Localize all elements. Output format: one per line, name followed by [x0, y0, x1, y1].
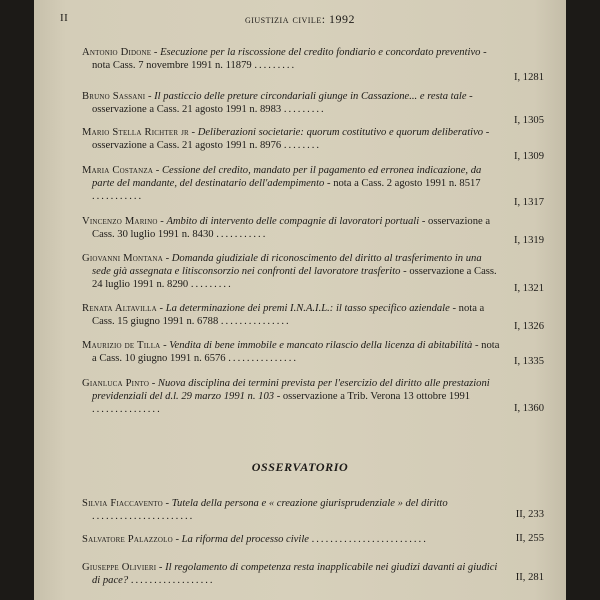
- entry-title: Tutela della persona e « creazione giurisprudenziale » del diritto: [171, 498, 448, 509]
- dot-leader: ...............: [228, 353, 298, 365]
- entry-author: Giuseppe Olivieri: [82, 562, 157, 573]
- entry-title: Nuova disciplina dei termini prevista per l'esercizio del diritto alle prestazioni previdenziali del d.l. 29 marzo 1991 n. 103: [92, 378, 490, 403]
- entry-title: Il pasticcio delle preture circondariali giunge in Cassazione... e resta tale: [154, 91, 467, 102]
- dot-leader: ..................: [130, 575, 215, 587]
- entry-author: Renata Altavilla: [82, 303, 157, 314]
- entry-author: Silvia Fiaccavento: [82, 498, 163, 509]
- entry-note: osservazione a Cass. 21 agosto 1991 n. 8983: [92, 104, 282, 116]
- observatory-entry: Giuseppe Olivieri - Il regolamento di competenza resta inapplicabile nei giudizi davanti ai giudici di pace? ..................: [82, 562, 498, 587]
- entry-note: nota Cass. 7 novembre 1991 n. 11879: [92, 60, 252, 72]
- dot-leader: ...........: [216, 229, 268, 241]
- entry-note: nota a Cass. 2 agosto 1991 n. 8517: [333, 178, 481, 190]
- entry-title: Vendita di bene immobile e mancato rilascio della licenza di abitabilità: [169, 340, 473, 351]
- entry-title: Il regolamento di competenza resta inapplicabile nei giudizi davanti ai giudici di pace?: [92, 562, 498, 587]
- entry-author: Vincenzo Marino: [82, 216, 158, 227]
- entry-title: Esecuzione per la riscossione del credito fondiario e concordato preventivo: [160, 47, 481, 58]
- entry-author: Salvatore Palazzolo: [82, 534, 173, 545]
- dot-leader: ........: [283, 140, 322, 152]
- entry-page-ref: I, 1281: [513, 72, 544, 83]
- journal-year: 1992: [329, 12, 356, 26]
- entry-title: La riforma del processo civile: [181, 534, 309, 545]
- index-entry: Renata Altavilla - La determinazione dei premi I.N.A.I.L.: il tasso specifico aziendale - nota a Cass. 15 giugno 1991 n. 6788 ...............: [82, 303, 485, 328]
- entry-page-ref: I, 1309: [513, 151, 544, 162]
- index-entry: Giovanni Montana - Domanda giudiziale di riconoscimento del diritto al trasferimento in una sede già assegnata e litisconsorzio nei confronti del lavoratore trasferito - osservazione a Cass. 24 luglio 1991 n. 8290 .........: [82, 253, 497, 291]
- entry-page-ref: I, 1317: [513, 197, 544, 208]
- entry-title: Ambito di intervento delle compagnie di lavoratori portuali: [166, 216, 420, 227]
- dot-leader: .........: [254, 60, 297, 72]
- entry-page-ref: I, 1360: [513, 403, 544, 414]
- entry-author: Mario Stella Richter jr: [82, 127, 189, 138]
- index-entry: Gianluca Pinto - Nuova disciplina dei termini prevista per l'esercizio del diritto alle prestazioni previdenziali del d.l. 29 marzo 1991 n. 103 - osservazione a Trib. Verona 13 ottobre 1991 ...............: [82, 378, 490, 416]
- entry-note: osservazione a Cass. 24 luglio 1991 n. 8290: [92, 266, 497, 291]
- index-entry: Mario Stella Richter jr - Deliberazioni societarie: quorum costitutivo e quorum deliberativo - osservazione a Cass. 21 agosto 1991 n. 8976 ........: [82, 127, 490, 152]
- journal-name: giustizia civile:: [244, 12, 326, 26]
- entry-page-ref: II, 233: [515, 509, 544, 520]
- entry-author: Bruno Sassani: [82, 91, 146, 102]
- index-entry: Vincenzo Marino - Ambito di intervento delle compagnie di lavoratori portuali - osservazione a Cass. 30 luglio 1991 n. 8430 ...........: [82, 216, 491, 241]
- index-entry: Bruno Sassani - Il pasticcio delle preture circondariali giunge in Cassazione... e resta tale - osservazione a Cass. 21 agosto 1991 n. 8983 .........: [82, 91, 473, 116]
- entry-author: Maurizio de Tilla: [82, 340, 161, 351]
- entry-title: Deliberazioni societarie: quorum costitutivo e quorum deliberativo: [197, 127, 484, 138]
- index-entry: Maria Costanza - Cessione del credito, mandato per il pagamento ed erronea indicazione, da parte del mandante, del destinatario dell'adempimento - nota a Cass. 2 agosto 1991 n. 8517 ...........: [82, 165, 482, 203]
- entry-title: Domanda giudiziale di riconoscimento del diritto al trasferimento in una sede già assegnata e litisconsorzio nei confronti del lavoratore trasferito: [92, 253, 482, 278]
- entry-author: Giovanni Montana: [82, 253, 163, 264]
- running-title: [34, 12, 566, 27]
- observatory-entry: Salvatore Palazzolo - La riforma del processo civile .........................: [82, 534, 428, 545]
- index-entry: Antonio Didone - Esecuzione per la riscossione del credito fondiario e concordato preventivo - nota Cass. 7 novembre 1991 n. 11879 .........: [82, 47, 487, 72]
- section-heading: OSSERVATORIO: [251, 460, 349, 474]
- dot-leader: ...............: [92, 404, 162, 416]
- dot-leader: .........................: [311, 534, 428, 545]
- entry-page-ref: I, 1305: [513, 115, 544, 126]
- page-number: II: [60, 12, 69, 24]
- entry-author: Gianluca Pinto: [82, 378, 150, 389]
- entry-page-ref: I, 1321: [513, 283, 544, 294]
- entry-page-ref: I, 1319: [513, 235, 544, 246]
- entry-note: nota a Cass. 10 giugno 1991 n. 6576: [92, 340, 500, 365]
- dot-leader: ......................: [92, 511, 195, 523]
- entry-title: La determinazione dei premi I.N.A.I.L.: il tasso specifico aziendale: [165, 303, 450, 314]
- entry-page-ref: II, 255: [515, 533, 544, 544]
- observatory-entry: Silvia Fiaccavento - Tutela della persona e « creazione giurisprudenziale » del diritto ......................: [82, 498, 448, 523]
- dot-leader: ...........: [92, 191, 144, 203]
- running-header: [34, 12, 566, 28]
- entry-note: osservazione a Cass. 30 luglio 1991 n. 8430: [92, 216, 491, 241]
- entry-page-ref: II, 281: [515, 572, 544, 583]
- entry-author: Maria Costanza: [82, 165, 154, 176]
- index-entry: Maurizio de Tilla - Vendita di bene immobile e mancato rilascio della licenza di abitabilità - nota a Cass. 10 giugno 1991 n. 6576 ...............: [82, 340, 500, 365]
- dot-leader: ...............: [220, 316, 291, 328]
- entry-note: osservazione a Cass. 21 agosto 1991 n. 8976: [92, 140, 282, 152]
- entry-note: osservazione a Trib. Verona 13 ottobre 1991: [282, 391, 471, 403]
- dot-leader: .........: [190, 279, 233, 291]
- entry-author: Antonio Didone: [82, 47, 152, 58]
- entry-page-ref: I, 1335: [513, 356, 544, 367]
- entry-page-ref: I, 1326: [513, 321, 544, 332]
- entry-note: nota a Cass. 15 giugno 1991 n. 6788: [92, 303, 485, 328]
- dot-leader: .........: [283, 104, 326, 116]
- entry-title: Cessione del credito, mandato per il pagamento ed erronea indicazione, da parte del mandante, del destinatario dell'adempimento: [92, 165, 482, 190]
- document-page: [34, 0, 566, 600]
